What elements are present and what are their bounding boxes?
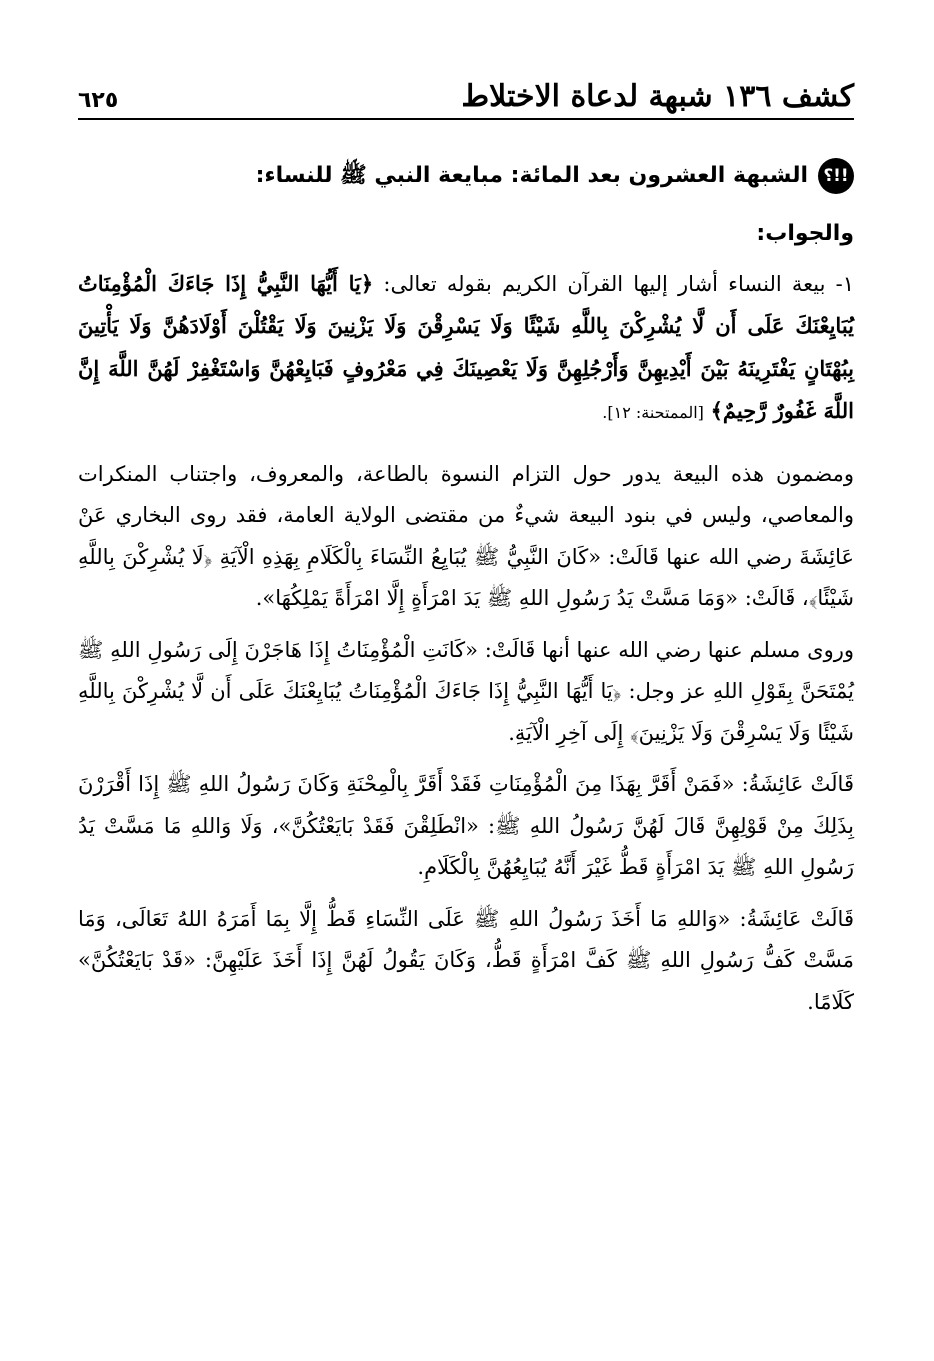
paragraph-1-intro: ١- بيعة النساء أشار إليها القرآن الكريم بقوله تعالى:: [383, 271, 854, 296]
page-number: ٦٢٥: [78, 88, 119, 113]
section-title: الشبهة العشرون بعد المائة: مبايعة النبي ﷺ للنساء:: [255, 162, 808, 188]
paragraph-4: قَالَتْ عَائِشَةُ: «فَمَنْ أَقَرَّ بِهَذَا مِنَ الْمُؤْمِنَاتِ فَقَدْ أَقَرَّ بِالْمِحْنَةِ وَكَانَ رَسُولُ اللهِ ﷺ إِذَا أَقْرَرْنَ بِذَلِكَ مِنْ قَوْلِهِنَّ قَالَ لَهُنَّ رَسُولُ اللهِ ﷺ: «انْطَلِقْنَ فَقَدْ بَايَعْتُكُنَّ»، وَلَا وَاللهِ مَا مَسَّتْ يَدُ رَسُولِ اللهِ ﷺ يَدَ امْرَأَةٍ قَطُّ غَيْرَ أَنَّهُ يُبَايِعُهُنَّ بِالْكَلَامِ.: [78, 772, 854, 880]
paragraph-1: [78, 263, 854, 434]
paragraph-2: ومضمون هذه البيعة يدور حول التزام النسوة بالطاعة، والمعروف، واجتناب المنكرات والمعاصي، وليس في بنود البيعة شيءٌ من مقتضى الولاية العامة، فقد روى البخاري عَنْ عَائِشَةَ رضي الله عنها قَالَتْ: «كَانَ النَّبِيُّ ﷺ يُبَايِعُ النِّسَاءَ بِالْكَلَامِ بِهَذِهِ الْآيَةِ ﴿لَا يُشْرِكْنَ بِاللَّهِ شَيْئًا﴾، قَالَتْ: «وَمَا مَسَّتْ يَدُ رَسُولِ اللهِ ﷺ يَدَ امْرَأَةٍ إِلَّا امْرَأَةً يَمْلِكُهَا».: [78, 461, 854, 611]
book-title: كشف ١٣٦ شبهة لدعاة الاختلاط: [461, 79, 854, 114]
running-header: [78, 58, 854, 120]
verse-reference: [الممتحنة: ١٢].: [602, 403, 704, 423]
paragraph-5: قَالَتْ عَائِشَةُ: «وَاللهِ مَا أَخَذَ رَسُولُ اللهِ ﷺ عَلَى النِّسَاءِ قَطُّ إِلَّا بِمَا أَمَرَهُ اللهُ تَعَالَى، وَمَا مَسَّتْ كَفُّ رَسُولِ اللهِ ﷺ كَفَّ امْرَأَةٍ قَطُّ، وَكَانَ يَقُولُ لَهُنَّ إِذَا أَخَذَ عَلَيْهِنَّ: «قَدْ بَايَعْتُكُنَّ» كَلَامًا.: [78, 906, 854, 1014]
section-heading: [78, 158, 854, 194]
paragraph-3: وروى مسلم عنها رضي الله عنها أنها قَالَتْ: «كَانَتِ الْمُؤْمِنَاتُ إِذَا هَاجَرْنَ إِلَى رَسُولِ اللهِ ﷺ يُمْتَحَنَّ بِقَوْلِ اللهِ عز وجل: ﴿يَا أَيُّهَا النَّبِيُّ إِذَا جَاءَكَ الْمُؤْمِنَاتُ يُبَايِعْنَكَ عَلَى أَن لَّا يُشْرِكْنَ بِاللَّهِ شَيْئًا وَلَا يَسْرِقْنَ وَلَا يَزْنِينَ﴾ إِلَى آخِرِ الْآيَةِ.: [78, 637, 854, 745]
doubt-badge-icon: !!؟: [818, 158, 854, 194]
answer-label: والجواب:: [756, 221, 854, 246]
quran-verse: ﴿يَا أَيُّهَا النَّبِيُّ إِذَا جَاءَكَ الْمُؤْمِنَاتُ يُبَايِعْنَكَ عَلَى أَن لَّا يُشْرِكْنَ بِاللَّهِ شَيْئًا وَلَا يَسْرِقْنَ وَلَا يَزْنِينَ وَلَا يَقْتُلْنَ أَوْلَادَهُنَّ وَلَا يَأْتِينَ بِبُهْتَانٍ يَفْتَرِينَهُ بَيْنَ أَيْدِيهِنَّ وَأَرْجُلِهِنَّ وَلَا يَعْصِينَكَ فِي مَعْرُوفٍ فَبَايِعْهُنَّ وَاسْتَغْفِرْ لَهُنَّ اللَّهَ إِنَّ اللَّهَ غَفُورٌ رَّحِيمٌ﴾: [78, 270, 854, 424]
